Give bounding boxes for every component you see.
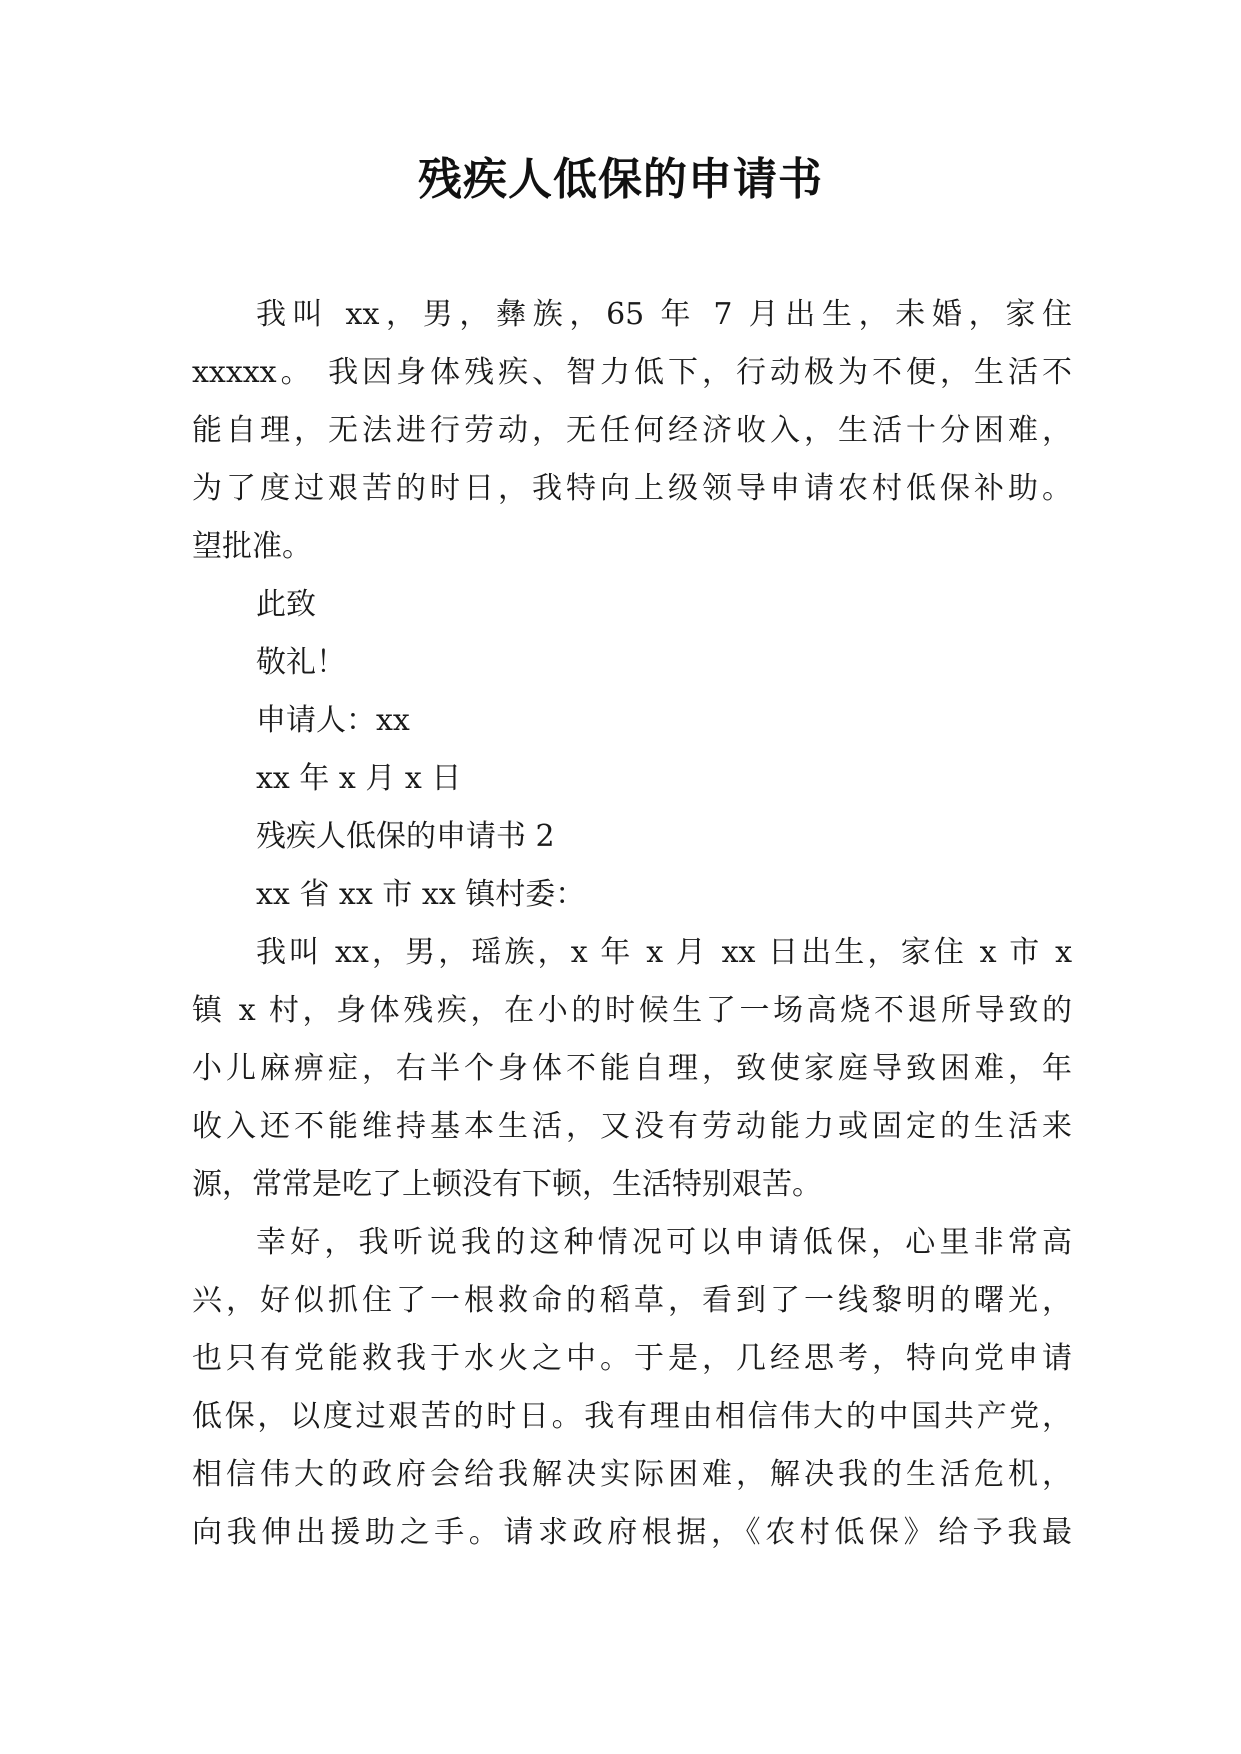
date-line: xx 年 x 月 x 日 [256,761,462,796]
closing-line: 此致 [256,587,316,622]
paragraph-line: 向我伸出援助之手。请求政府根据，《农村低保》给予我最 [192,1515,1072,1550]
section-heading: 残疾人低保的申请书 2 [256,819,555,854]
paragraph-line: 兴，好似抓住了一根救命的稻草，看到了一线黎明的曙光， [192,1283,1072,1318]
signature-line: 申请人：xx [256,703,410,738]
paragraph-line: 收入还不能维持基本生活，又没有劳动能力或固定的生活来 [192,1109,1072,1144]
paragraph-line: 幸好，我听说我的这种情况可以申请低保，心里非常高 [256,1225,1072,1260]
paragraph-line: xxxxx。 我因身体残疾、智力低下，行动极为不便，生活不 [192,355,1072,390]
paragraph-line: 我叫 xx，男，彝族，65 年 7 月出生，未婚，家住 [256,297,1072,332]
paragraph-line: 为了度过艰苦的时日，我特向上级领导申请农村低保补助。 [192,471,1072,506]
closing-line: 敬礼！ [256,645,346,680]
paragraph-line: 相信伟大的政府会给我解决实际困难，解决我的生活危机， [192,1457,1072,1492]
paragraph-line: 小儿麻痹症，右半个身体不能自理，致使家庭导致困难，年 [192,1051,1072,1086]
paragraph-line: 镇 x 村，身体残疾，在小的时候生了一场高烧不退所导致的 [192,993,1072,1028]
paragraph-line: 望批准。 [192,529,312,564]
paragraph-line: 也只有党能救我于水火之中。于是，几经思考，特向党申请 [192,1341,1072,1376]
document-body [192,286,1072,1562]
paragraph-line: 我叫 xx，男，瑶族，x 年 x 月 xx 日出生，家住 x 市 x [256,935,1072,970]
paragraph-line: 能自理，无法进行劳动，无任何经济收入，生活十分困难， [192,413,1072,448]
paragraph-line: 源，常常是吃了上顿没有下顿，生活特别艰苦。 [192,1167,822,1202]
document-title: 残疾人低保的申请书 [418,154,823,205]
salutation-line: xx 省 xx 市 xx 镇村委： [256,877,586,912]
paragraph-line: 低保，以度过艰苦的时日。我有理由相信伟大的中国共产党， [192,1399,1072,1434]
